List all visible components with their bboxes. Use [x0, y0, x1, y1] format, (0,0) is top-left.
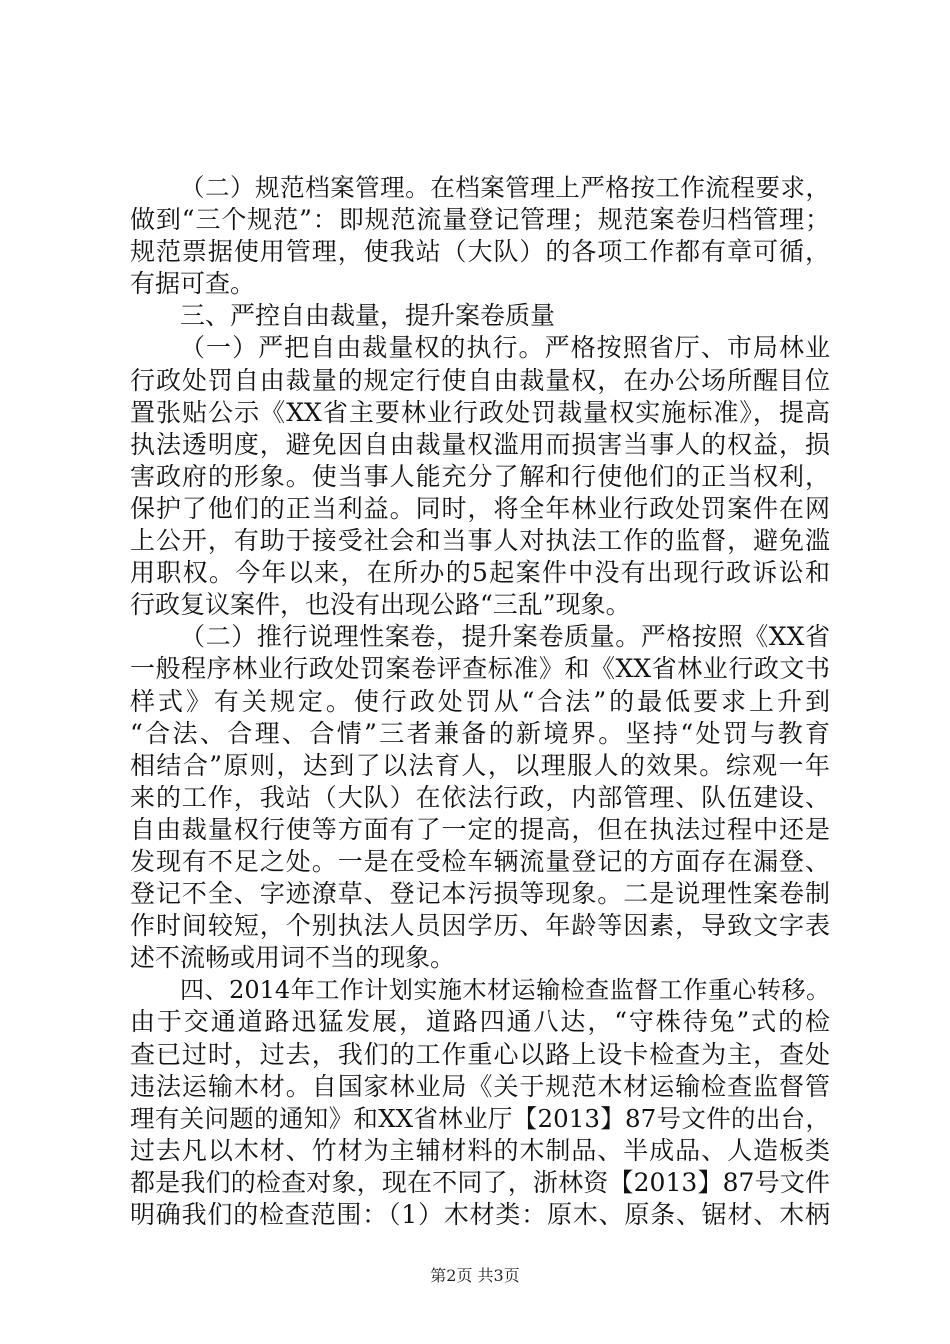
text-line: （二）推行说理性案卷，提升案卷质量。严格按照《XX省 [180, 622, 830, 652]
text-line: 相结合”原则，达到了以法育人，以理服人的效果。综观一年 [130, 750, 830, 780]
text-line: 四、2014年工作计划实施木材运输检查监督工作重心转移。 [180, 976, 830, 1005]
text-line: 违法运输木材。自国家林业局《关于规范木材运输检查监督管 [130, 1071, 830, 1101]
text-line: 来的工作，我站（大队）在依法行政，内部管理、队伍建设、 [130, 782, 830, 812]
text-line: 作时间较短，个别执法人员因学历、年龄等因素，导致文字表 [130, 911, 830, 941]
text-line: 理有关问题的通知》和XX省林业厅【2013】87号文件的出台， [130, 1103, 830, 1133]
text-line: 一般程序林业行政处罚案卷评查标准》和《XX省林业行政文书 [130, 654, 830, 684]
text-line: 上公开，有助于接受社会和当事人对执法工作的监督，避免滥 [130, 526, 830, 556]
text-line: （二）规范档案管理。在档案管理上严格按工作流程要求， [180, 173, 830, 202]
text-line: 有据可查。 [130, 269, 256, 299]
text-line: 由于交通道路迅猛发展，道路四通八达，“守株待兔”式的检 [130, 1007, 830, 1037]
text-line: 都是我们的检查对象，现在不同了，浙林资【2013】87号文件 [130, 1167, 830, 1197]
text-line: 查已过时，过去，我们的工作重心以路上设卡检查为主，查处 [130, 1039, 830, 1069]
text-line: 保护了他们的正当利益。同时，将全年林业行政处罚案件在网 [130, 493, 830, 523]
text-line: 做到“三个规范”：即规范流量登记管理；规范案卷归档管理； [130, 205, 830, 235]
text-line: 规范票据使用管理，使我站（大队）的各项工作都有章可循， [130, 237, 830, 267]
text-line: 自由裁量权行使等方面有了一定的提高，但在执法过程中还是 [130, 814, 830, 844]
text-line: 害政府的形象。使当事人能充分了解和行使他们的正当权利， [130, 461, 830, 491]
text-line: 样式》有关规定。使行政处罚从“合法”的最低要求上升到 [130, 686, 830, 716]
text-line: 行政复议案件，也没有出现公路“三乱”现象。 [130, 590, 631, 620]
text-line: 过去凡以木材、竹材为主辅材料的木制品、半成品、人造板类 [130, 1135, 830, 1165]
text-line: 登记不全、字迹潦草、登记本污损等现象。二是说理性案卷制 [130, 879, 830, 909]
text-line: “合法、合理、合情”三者兼备的新境界。坚持“处罚与教育 [130, 718, 830, 748]
text-line: 行政处罚自由裁量的规定行使自由裁量权，在办公场所醒目位 [130, 365, 830, 395]
document-body [130, 172, 830, 1231]
text-line: 明确我们的检查范围：（1）木材类：原木、原条、锯材、木柄 [130, 1200, 830, 1229]
text-line: 用职权。今年以来，在所办的5起案件中没有出现行政诉讼和 [130, 558, 830, 588]
text-line: 述不流畅或用词不当的现象。 [130, 943, 456, 973]
text-line: 执法透明度，避免因自由裁量权滥用而损害当事人的权益，损 [130, 429, 830, 459]
text-line: 发现有不足之处。一是在受检车辆流量登记的方面存在漏登、 [130, 846, 830, 876]
text-line: （一）严把自由裁量权的执行。严格按照省厅、市局林业 [180, 333, 830, 363]
page-footer: 第2页 共3页 [430, 1266, 520, 1285]
section-heading: 三、严控自由裁量，提升案卷质量 [180, 301, 556, 331]
text-line: 置张贴公示《XX省主要林业行政处罚裁量权实施标准》，提高 [130, 397, 830, 427]
